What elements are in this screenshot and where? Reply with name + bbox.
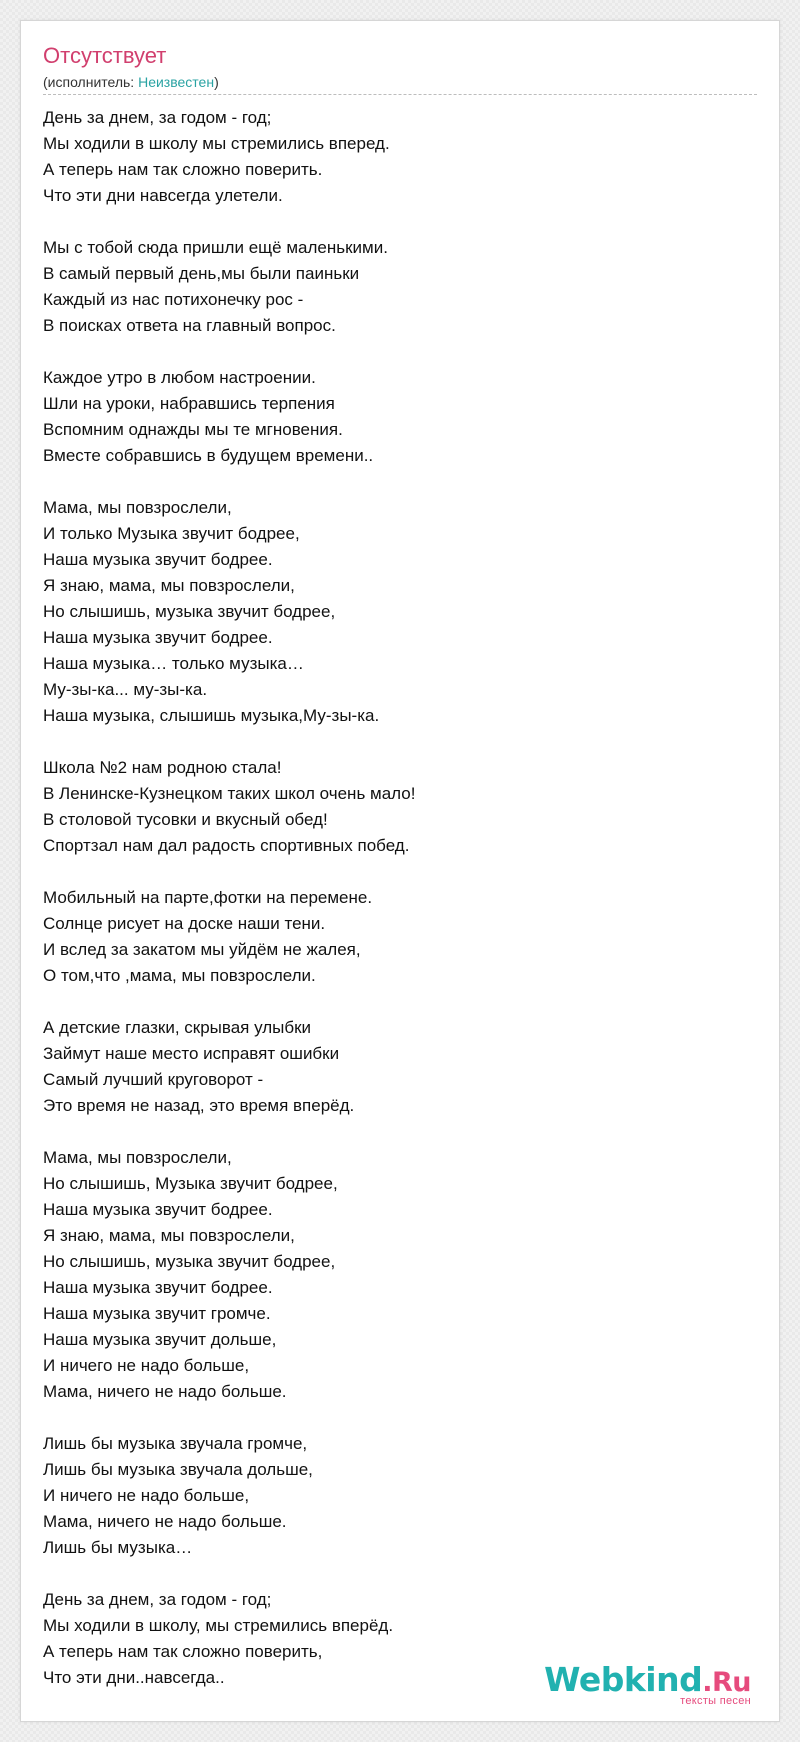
lyrics-line: Займут наше место исправят ошибки [43,1044,340,1063]
lyrics-line: И ничего не надо больше, [43,1486,250,1505]
lyrics-line: Наша музыка… только музыка… [43,654,304,673]
logo-wordmark [544,1660,751,1699]
logo-word: Webkind [544,1660,703,1699]
lyrics-line: В самый первый день,мы были паиньки [43,264,360,283]
lyrics-line: В поисках ответа на главный вопрос. [43,316,336,335]
lyrics-line: Самый лучший круговорот - [43,1070,264,1089]
lyrics-line: Что эти дни навсегда улетели. [43,186,283,205]
lyrics-line: Я знаю, мама, мы повзрослели, [43,1226,295,1245]
lyrics-line: Вместе собравшись в будущем времени.. [43,446,374,465]
lyrics-line: И ничего не надо больше, [43,1356,250,1375]
lyrics-stanza [43,1015,757,1119]
lyrics-line: О том,что ,мама, мы повзрослели. [43,966,316,985]
lyrics-line: День за днем, за годом - год; [43,1590,272,1609]
lyrics-line: Мама, ничего не надо больше. [43,1382,287,1401]
lyrics-stanza [43,365,757,469]
lyrics-line: В Ленинске-Кузнецком таких школ очень мало! [43,784,416,803]
lyrics-stanza [43,755,757,859]
song-header [43,43,757,92]
performer-link[interactable]: Неизвестен [138,74,215,91]
lyrics-line: Мама, ничего не надо больше. [43,1512,287,1531]
lyrics-line: Мобильный на парте,фотки на перемене. [43,888,373,907]
lyrics-line: Мама, мы повзрослели, [43,1148,232,1167]
logo-tagline: тексты песен [680,1695,751,1707]
lyrics-line: Наша музыка, слышишь музыка,Му-зы-ка. [43,706,380,725]
lyrics-stanza [43,235,757,339]
lyrics-stanza [43,885,757,989]
lyrics-line: Каждое утро в любом настроении. [43,368,316,387]
lyrics-line: Лишь бы музыка звучала громче, [43,1434,308,1453]
lyrics-line: Но слышишь, Музыка звучит бодрее, [43,1174,338,1193]
lyrics-line: Я знаю, мама, мы повзрослели, [43,576,295,595]
lyrics-stanza [43,105,757,209]
lyrics-line: Солнце рисует на доске наши тени. [43,914,326,933]
lyrics-line: Наша музыка звучит бодрее. [43,1278,273,1297]
lyrics-text [43,105,757,1717]
lyrics-line: Что эти дни..навсегда.. [43,1668,225,1687]
lyrics-line: Наша музыка звучит бодрее. [43,550,273,569]
lyrics-card [20,20,780,1722]
lyrics-stanza [43,1145,757,1405]
lyrics-stanza [43,495,757,729]
performer-prefix: (исполнитель: [43,74,139,91]
lyrics-line: В столовой тусовки и вкусный обед! [43,810,328,829]
performer-line [43,73,757,91]
lyrics-line: А детские глазки, скрывая улыбки [43,1018,312,1037]
lyrics-line: А теперь нам так сложно поверить. [43,160,323,179]
lyrics-line: Му-зы-ка... му-зы-ка. [43,680,208,699]
lyrics-stanza [43,1431,757,1561]
lyrics-line: Вспомним однажды мы те мгновения. [43,420,343,439]
lyrics-line: Шли на уроки, набравшись терпения [43,394,335,413]
lyrics-line: Лишь бы музыка… [43,1538,193,1557]
lyrics-line: Школа №2 нам родною стала! [43,758,282,777]
lyrics-line: Это время не назад, это время вперёд. [43,1096,355,1115]
lyrics-line: Наша музыка звучит бодрее. [43,628,273,647]
lyrics-line: Но слышишь, музыка звучит бодрее, [43,602,336,621]
lyrics-line: Мы с тобой сюда пришли ещё маленькими. [43,238,388,257]
lyrics-line: Спортзал нам дал радость спортивных побед. [43,836,410,855]
song-title: Отсутствует [43,43,167,68]
site-logo[interactable] [544,1660,751,1707]
lyrics-line: И вслед за закатом мы уйдём не жалея, [43,940,361,959]
lyrics-line: Наша музыка звучит громче. [43,1304,271,1323]
lyrics-line: День за днем, за годом - год; [43,108,272,127]
lyrics-line: И только Музыка звучит бодрее, [43,524,300,543]
logo-suffix: .Ru [702,1667,751,1698]
lyrics-line: Мы ходили в школу, мы стремились вперёд. [43,1616,394,1635]
lyrics-line: Но слышишь, музыка звучит бодрее, [43,1252,336,1271]
performer-suffix: ) [214,74,219,91]
lyrics-line: Мы ходили в школу мы стремились вперед. [43,134,390,153]
lyrics-line: А теперь нам так сложно поверить, [43,1642,323,1661]
header-divider [43,94,757,95]
lyrics-line: Каждый из нас потихонечку рос - [43,290,304,309]
lyrics-line: Мама, мы повзрослели, [43,498,232,517]
lyrics-line: Наша музыка звучит дольше, [43,1330,277,1349]
lyrics-line: Лишь бы музыка звучала дольше, [43,1460,313,1479]
lyrics-line: Наша музыка звучит бодрее. [43,1200,273,1219]
